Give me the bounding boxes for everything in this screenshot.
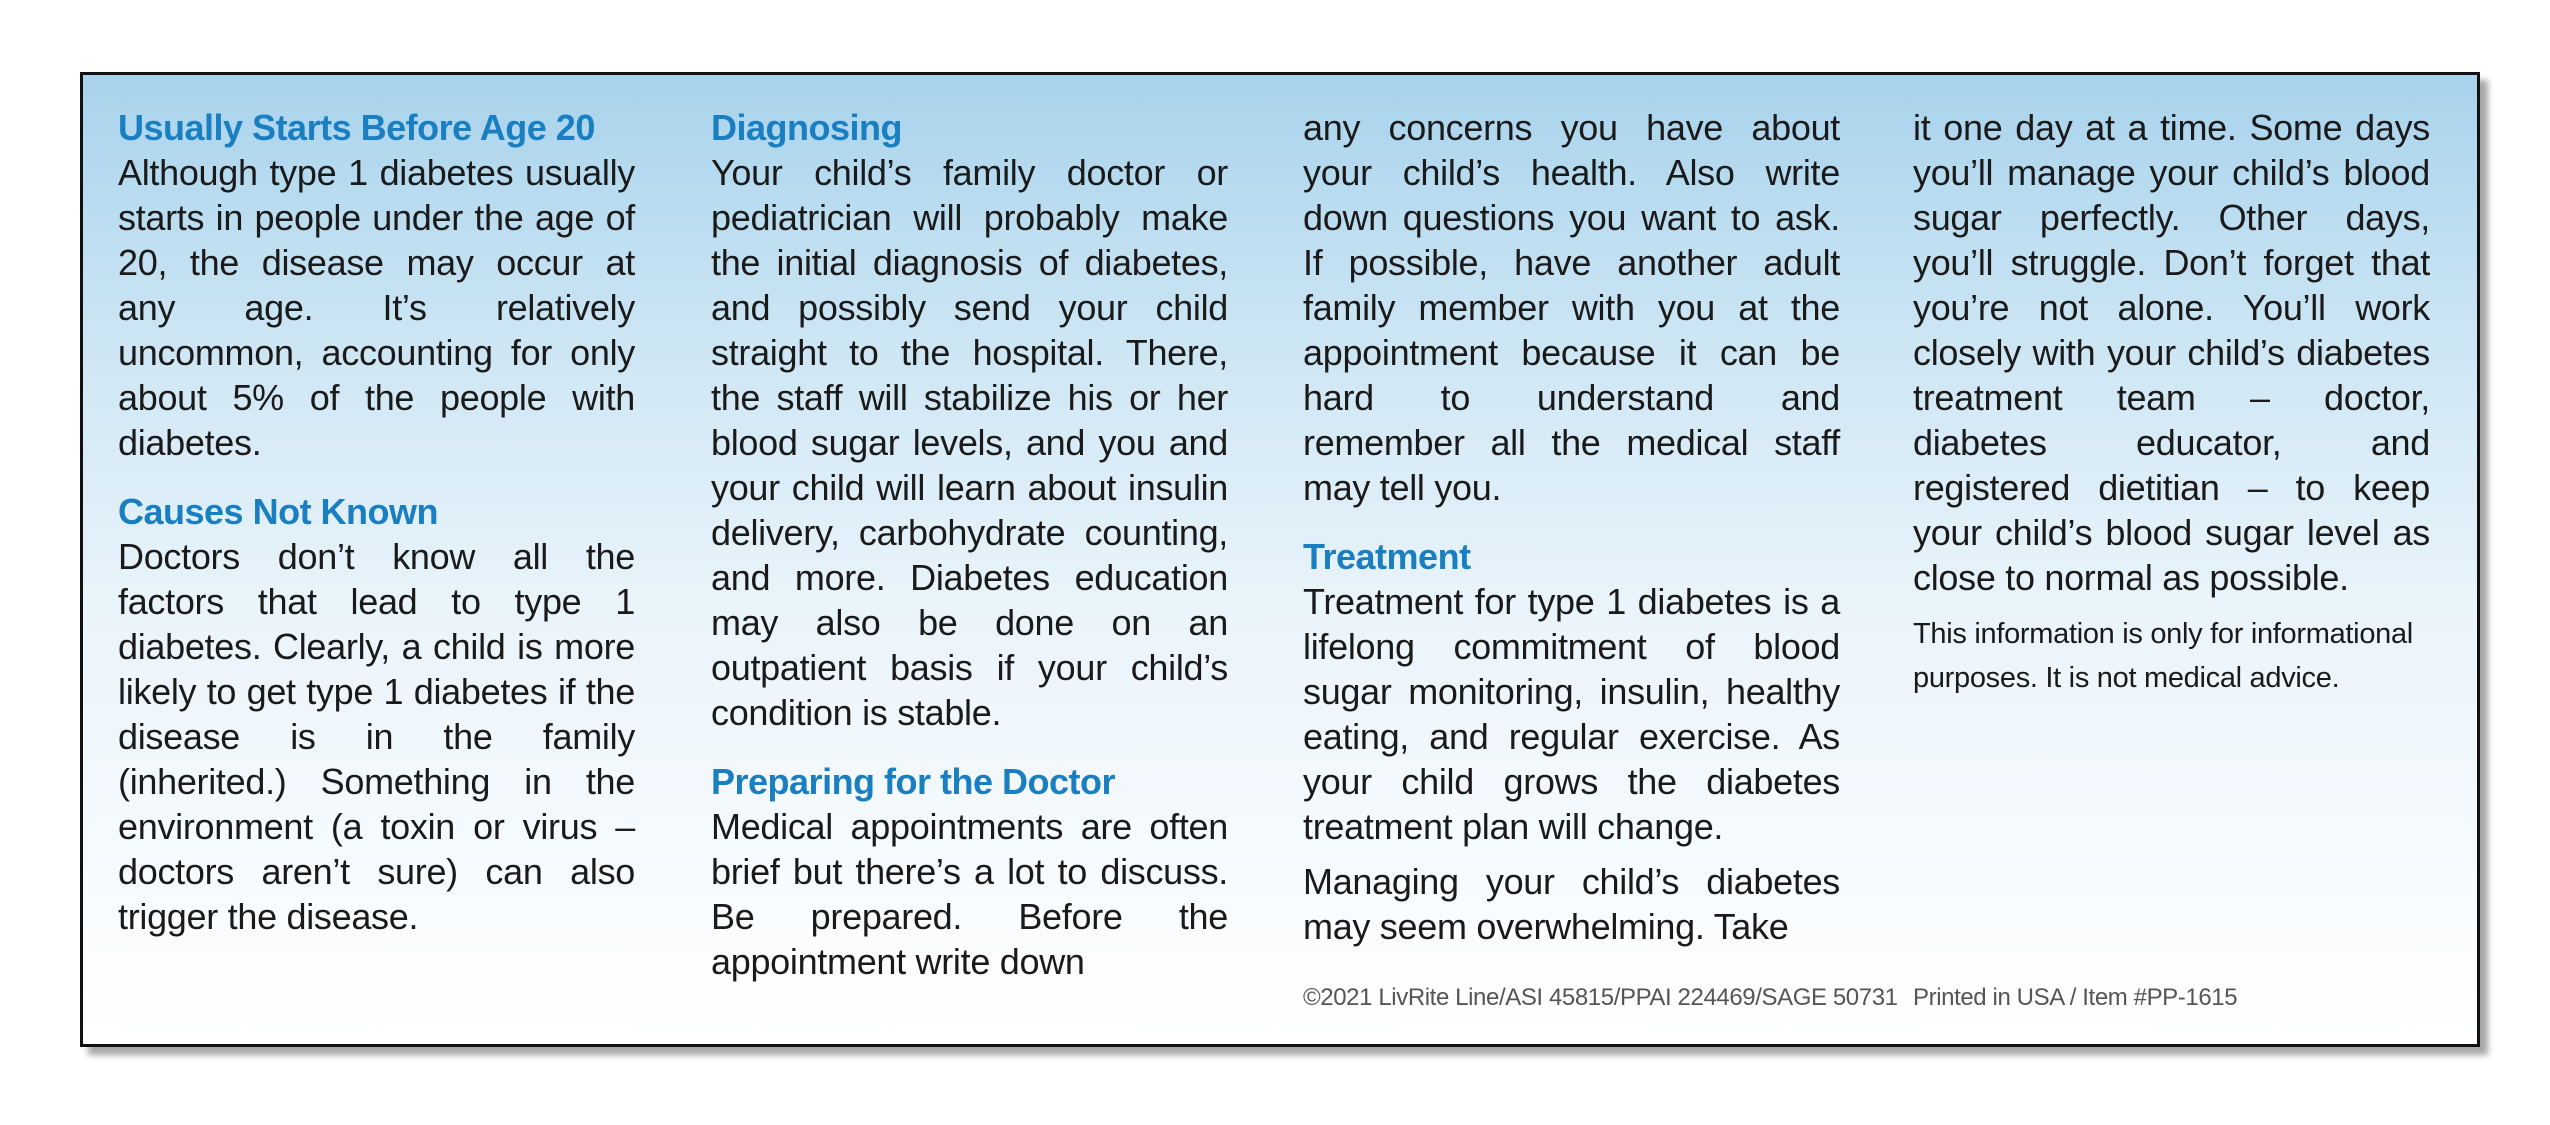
paragraph-preparing: Medical appointments are often brief but there’s a lot to discuss. Be prepared. Before the appointment write down bbox=[711, 806, 1228, 982]
heading-usually-starts: Usually Starts Before Age 20 bbox=[118, 107, 595, 148]
column-3 bbox=[1303, 105, 1840, 959]
paragraph-one-day: it one day at a time. Some days you’ll manage your child’s blood sugar perfectly. Other days, you’ll struggle. Don’t forget that you’re not alone. You’ll work closely with your child’s diabetes treatment team – doctor, diabetes educator, and registered dietitian – to keep your child’s blood sugar level as close to normal as possible. bbox=[1913, 107, 2430, 598]
paragraph-diagnosing: Your child’s family doctor or pediatrician will probably make the initial diagnosis of diabetes, and possibly send your child straight to the hospital. There, the staff will stabilize his or her blood sugar levels, and you and your child will learn about insulin delivery, carbohydrate counting, and more. Diabetes education may also be done on an outpatient basis if your child’s condition is stable. bbox=[711, 152, 1228, 733]
paragraph-managing: Managing your child’s diabetes may seem overwhelming. Take bbox=[1303, 861, 1840, 947]
printed-footer: Printed in USA / Item #PP-1615 bbox=[1913, 984, 2238, 1011]
paragraph-treatment: Treatment for type 1 diabetes is a lifelong commitment of blood sugar monitoring, insulin, healthy eating, and regular exercise. As your child grows the diabetes treatment plan will change. bbox=[1303, 581, 1840, 847]
column-1 bbox=[118, 105, 635, 949]
paragraph-concerns: any concerns you have about your child’s health. Also write down questions you want to ask. If possible, have another adult family member with you at the appointment because it can be hard to understand and remember all the medical staff may tell you. bbox=[1303, 107, 1840, 508]
paragraph-causes: Doctors don’t know all the factors that lead to type 1 diabetes. Clearly, a child is more likely to get type 1 diabetes if the disease is in the family (inherited.) Something in the environment (a toxin or virus – doctors aren’t sure) can also trigger the disease. bbox=[118, 536, 635, 937]
heading-treatment: Treatment bbox=[1303, 536, 1471, 577]
paragraph-usually-starts: Although type 1 diabetes usually starts in people under the age of 20, the disease may occur at any age. It’s relatively uncommon, accounting for only about 5% of the people with diabetes. bbox=[118, 152, 635, 463]
column-4 bbox=[1913, 105, 2430, 710]
copyright-footer: ©2021 LivRite Line/ASI 45815/PPAI 224469/SAGE 50731 bbox=[1303, 984, 1898, 1011]
heading-causes: Causes Not Known bbox=[118, 491, 439, 532]
column-2 bbox=[711, 105, 1228, 994]
heading-diagnosing: Diagnosing bbox=[711, 107, 902, 148]
disclaimer-text: This information is only for informational purposes. It is not medical advice. bbox=[1913, 618, 2413, 694]
heading-preparing: Preparing for the Doctor bbox=[711, 761, 1116, 802]
brochure-panel bbox=[80, 72, 2480, 1047]
